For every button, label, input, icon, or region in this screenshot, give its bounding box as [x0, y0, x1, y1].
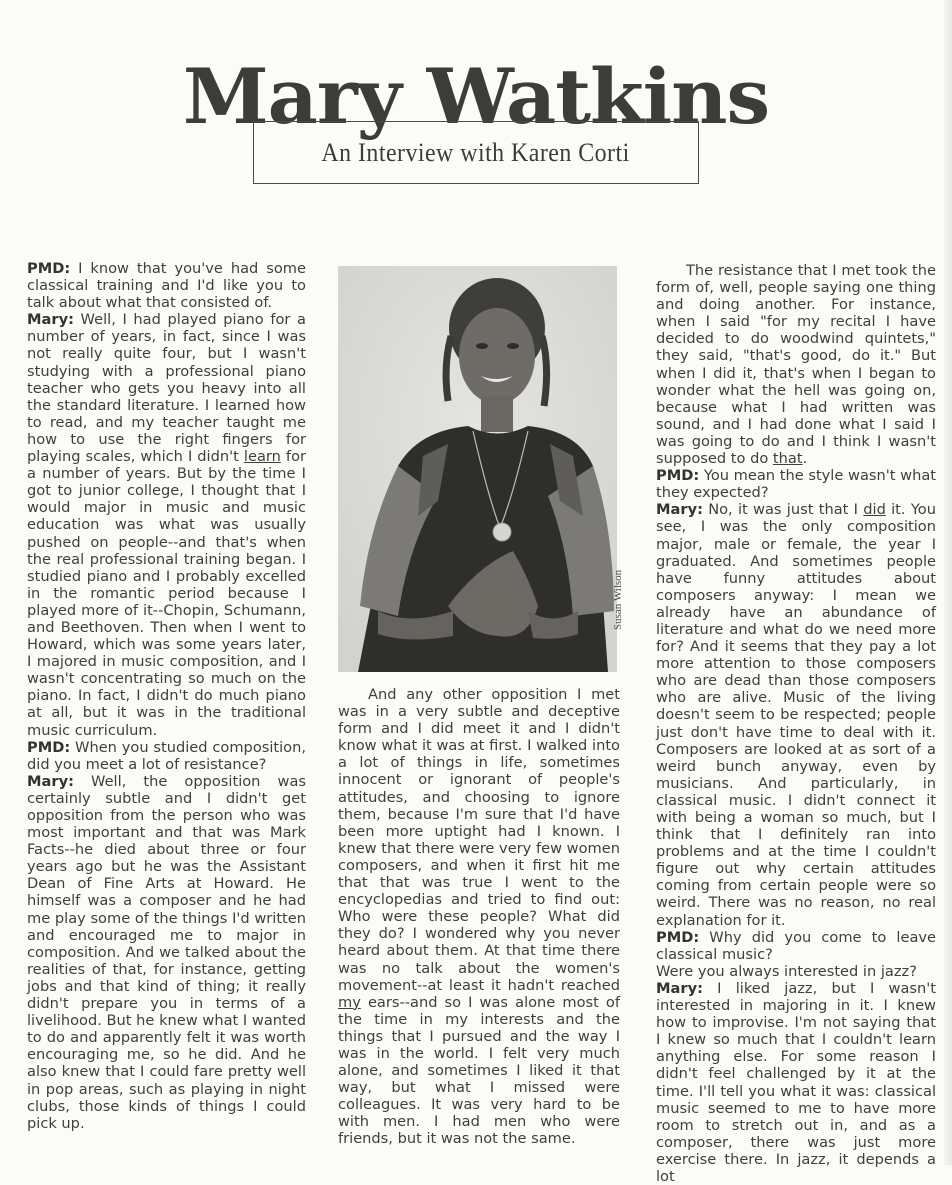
- text-column-middle: [338, 686, 620, 1148]
- page-edge-shadow: [944, 0, 952, 1165]
- paragraph: [656, 501, 936, 928]
- paragraph-text: ears--and so I was alone most of the time in my interests and the things that I pursued and the way I was in the world. I felt very much alone, and sometimes I liked it that way, but what I missed were colleagues. It was very hard to be with men. I had men who were friends, but it was not the same.: [338, 993, 620, 1148]
- photo-credit: Susan Wilson: [612, 569, 624, 630]
- underlined-word: did: [863, 501, 886, 519]
- paragraph: [656, 963, 936, 980]
- paragraph: [27, 739, 306, 773]
- paragraph-text: Well, the opposition was certainly subtle and I didn't get opposition from the person who was most important and that was Mark Facts--he died about three or four years ago but he was the Assistant Dean of Fine Arts at Howard. He himself was a composer and he had me play some of the things I'd written and encouraged me to major in composition. And we talked about the realities of that, for instance, getting jobs and that kind of thing; it really didn't prepare you in terms of a livelihood. But he knew what I wanted to do and apparently felt it was worth encouraging me, so he did. And he also knew that I could fare pretty well in pop areas, such as playing in night clubs, those kinds of things I could pick up.: [27, 772, 306, 1132]
- paragraph-text: No, it was just that I: [702, 501, 864, 519]
- portrait-illustration: [338, 266, 617, 672]
- speaker-label: Mary:: [656, 501, 703, 519]
- speaker-label: PMD:: [27, 260, 71, 277]
- speaker-label: PMD:: [27, 738, 71, 756]
- paragraph: [27, 773, 306, 1132]
- underlined-word: learn: [243, 448, 281, 466]
- article-subtitle: An Interview with Karen Corti: [321, 137, 631, 167]
- subtitle-box: [253, 121, 699, 184]
- speaker-label: Mary:: [27, 772, 74, 790]
- underlined-word: that: [772, 450, 803, 468]
- paragraph-text: You mean the style wasn't what they expected?: [656, 467, 936, 502]
- paragraph-text: .: [802, 450, 808, 468]
- paragraph-text: Were you always interested in jazz?: [656, 962, 917, 980]
- speaker-label: PMD:: [656, 928, 700, 946]
- underlined-word: my: [338, 993, 361, 1011]
- paragraph: [656, 929, 936, 963]
- paragraph: [656, 467, 936, 501]
- paragraph: [27, 311, 306, 738]
- paragraph-text: I liked jazz, but I wasn't interested in majoring in it. I knew how to improvise. I'm not saying that I knew so much that I couldn't learn anything else. For some reason I didn't feel challenged by it at the time. I'll tell you what it was: classical music seemed to me to have more room to stretch out in, and as a composer, there was just more exercise there. In jazz, it depends a lot: [656, 979, 936, 1185]
- article-title: Mary Watkins: [182, 51, 770, 141]
- paragraph-text: Why did you come to leave classical music?: [656, 928, 936, 963]
- paragraph-text: When you studied composition, did you meet a lot of resistance?: [27, 738, 306, 773]
- paragraph: [27, 260, 306, 311]
- face-shape: [459, 308, 535, 404]
- paragraph: [656, 980, 936, 1185]
- paragraph: [338, 686, 620, 1148]
- speaker-label: PMD:: [656, 467, 700, 485]
- paragraph-text: I know that you've had some classical training and I'd like you to talk about what that consisted of.: [27, 260, 306, 312]
- paragraph-text: for a number of years. But by the time I got to junior college, I thought that I would major in music and music education was what was usually pushed on people--and that's when the real professional training began. I studied piano and I probably excelled in the romantic period because I played more of it--Chopin, Schumann, and Beethoven. Then when I went to Howard, which was some years later, I majored in music composition, and I wasn't concentrating so much on the piano. In fact, I didn't do much piano at all, but it was in the traditional music curriculum.: [27, 448, 306, 739]
- text-column-right: [656, 262, 936, 1185]
- paragraph-text: it. You see, I was the only composition major, male or female, the year I graduated. And sometimes people have funny attitudes about composers anyway: I mean we already have an abundance of literature and what do we need more for? And it seems that they pay a lot more attention to those composers who are dead than those composers who are alive. Music of the living doesn't seem to be respected; people just don't have time to deal with it. Composers are looked at as sort of a weird bunch anyway, even by musicians. And particularly, in classical music. I didn't connect it with being a woman so much, but I think that I definitely ran into problems and at the time I couldn't figure out why certain attitudes coming from certain people were so weird. There was no reason, no real explanation for it.: [656, 501, 936, 929]
- paragraph-text: The resistance that I met took the form of, well, people saying one thing and doing another. For instance, when I said "for my recital I have decided to do woodwind quintets," they said, "that's good, do it." But when I did it, that's when I began to wonder what the hell was going on, because what I had written was sound, and I had done what I said I was going to do and I think I wasn't supposed to do: [656, 262, 936, 468]
- speaker-label: Mary:: [656, 979, 703, 997]
- portrait-photo: [338, 266, 617, 672]
- speaker-label: Mary:: [27, 311, 74, 329]
- paragraph-text: Well, I had played piano for a number of years, in fact, since I was not really quite four, but I wasn't studying with a professional piano teacher who gets you heavy into all the standard literature. I learned how to read, and my teacher taught me how to use the right fingers for playing scales, which I didn't: [27, 311, 306, 466]
- paragraph-text: And any other opposition I met was in a very subtle and deceptive form and I did meet it and I didn't know what it was at first. I walked into a lot of things in life, sometimes innocent or ignorant of people's attitudes, and choosing to ignore them, because I'm sure that I'd have been more uptight had I known. I knew that there were very few women composers, and when it first hit me that that was true I went to the encyclopedias and tried to find out: Who were these people? What did they do? I wondered why you never heard about them. At that time there was no talk about the women's movement--at least it hadn't reached: [338, 686, 620, 994]
- paragraph: [656, 262, 936, 467]
- text-column-left: [27, 260, 306, 1132]
